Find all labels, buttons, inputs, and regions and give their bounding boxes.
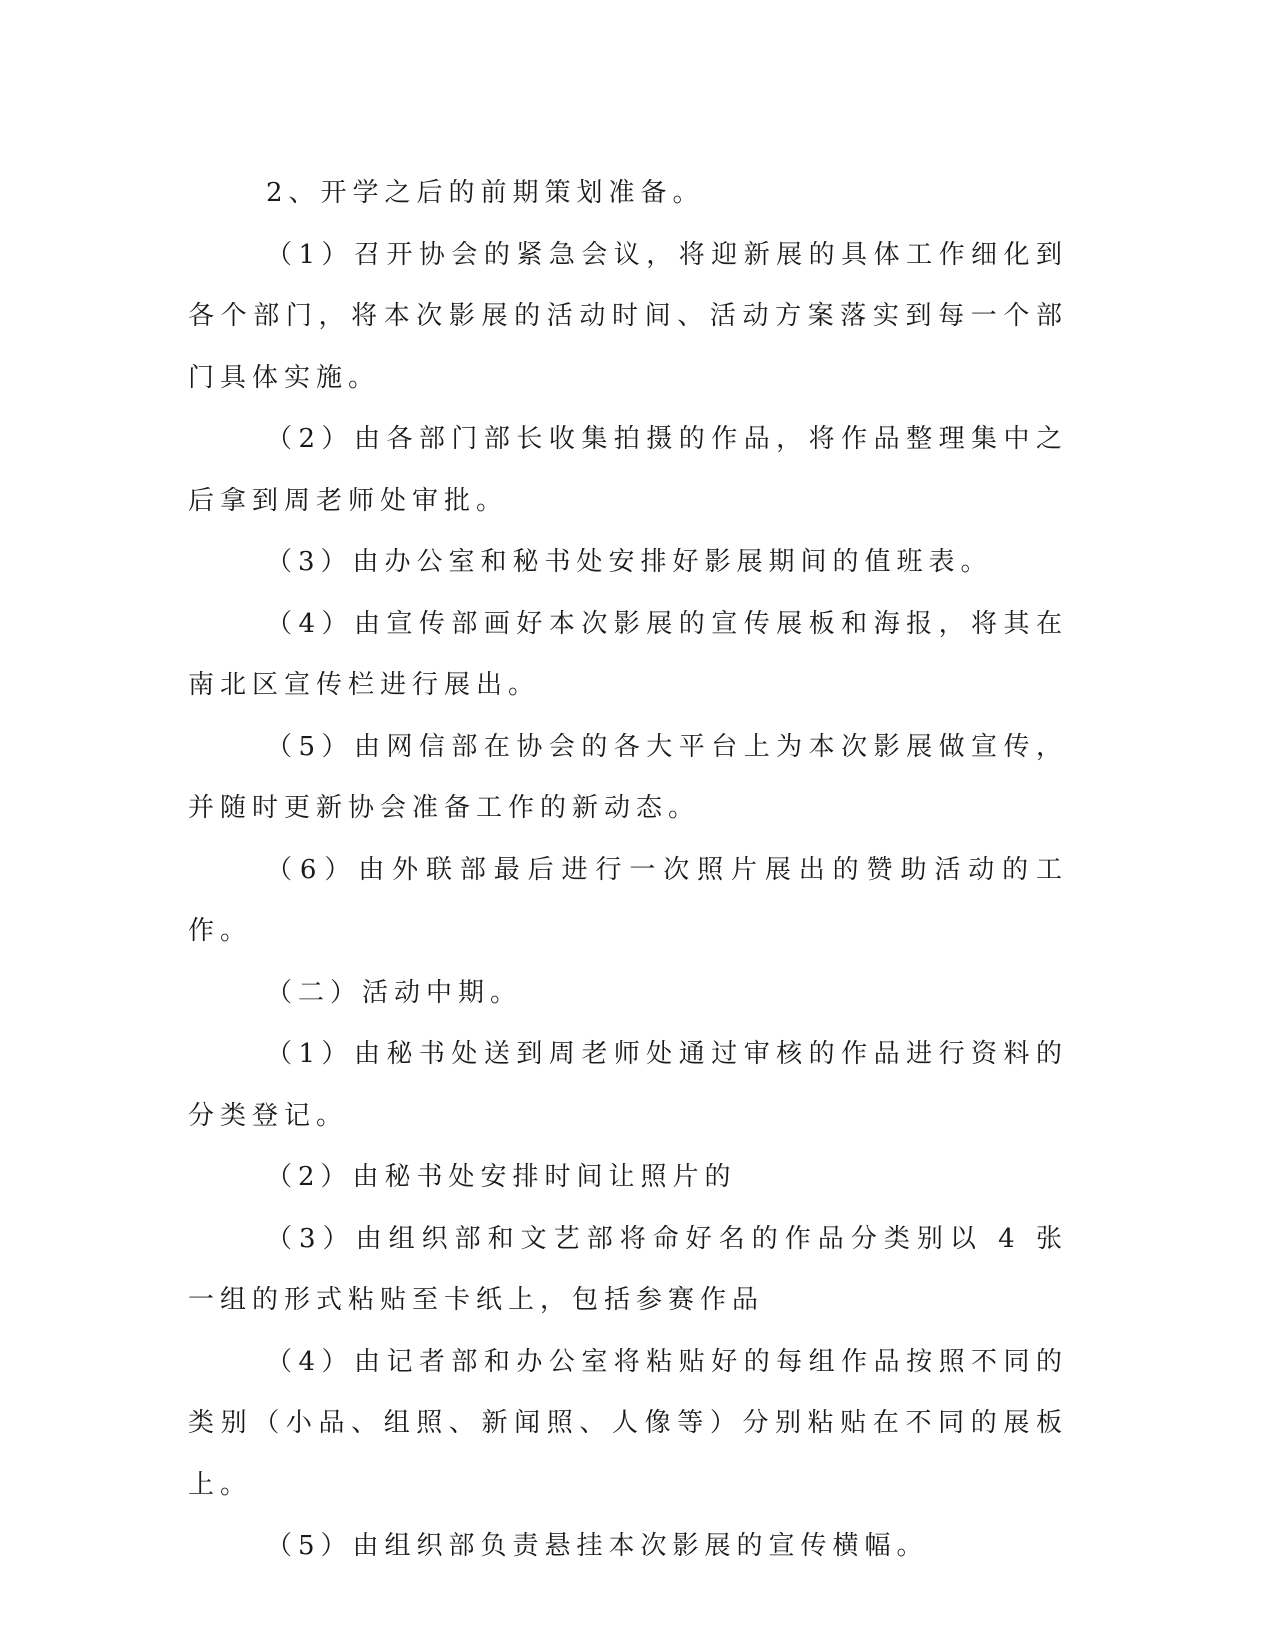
- document-body: [188, 163, 1068, 1578]
- paragraph-item: （5）由网信部在协会的各大平台上为本次影展做宣传，并随时更新协会准备工作的新动态。: [188, 731, 1068, 823]
- section-heading-preparation: 2、开学之后的前期策划准备。: [266, 178, 705, 208]
- paragraph-item: （1）由秘书处送到周老师处通过审核的作品进行资料的分类登记。: [188, 1039, 1068, 1131]
- paragraph-item: （4）由宣传部画好本次影展的宣传展板和海报，将其在南北区宣传栏进行展出。: [188, 608, 1068, 700]
- paragraph-item: （2）由各部门部长收集拍摄的作品，将作品整理集中之后拿到周老师处审批。: [188, 424, 1068, 516]
- paragraph-item: （5）由组织部负责悬挂本次影展的宣传横幅。: [266, 1531, 929, 1561]
- paragraph-item: （4）由记者部和办公室将粘贴好的每组作品按照不同的类别（小品、组照、新闻照、人像等）分别粘贴在不同的展板上。: [188, 1346, 1068, 1500]
- paragraph-item: （2）由秘书处安排时间让照片的: [266, 1162, 737, 1192]
- paragraph-item: （3）由办公室和秘书处安排好影展期间的值班表。: [266, 547, 993, 577]
- paragraph-item: （3）由组织部和文艺部将命好名的作品分类别以 4 张一组的形式粘贴至卡纸上，包括参赛作品: [188, 1223, 1068, 1315]
- section-heading-mid-phase: （二）活动中期。: [266, 977, 523, 1008]
- paragraph-item: （6）由外联部最后进行一次照片展出的赞助活动的工作。: [188, 854, 1068, 946]
- paragraph-item: （1）召开协会的紧急会议，将迎新展的具体工作细化到各个部门，将本次影展的活动时间、活动方案落实到每一个部门具体实施。: [188, 239, 1068, 393]
